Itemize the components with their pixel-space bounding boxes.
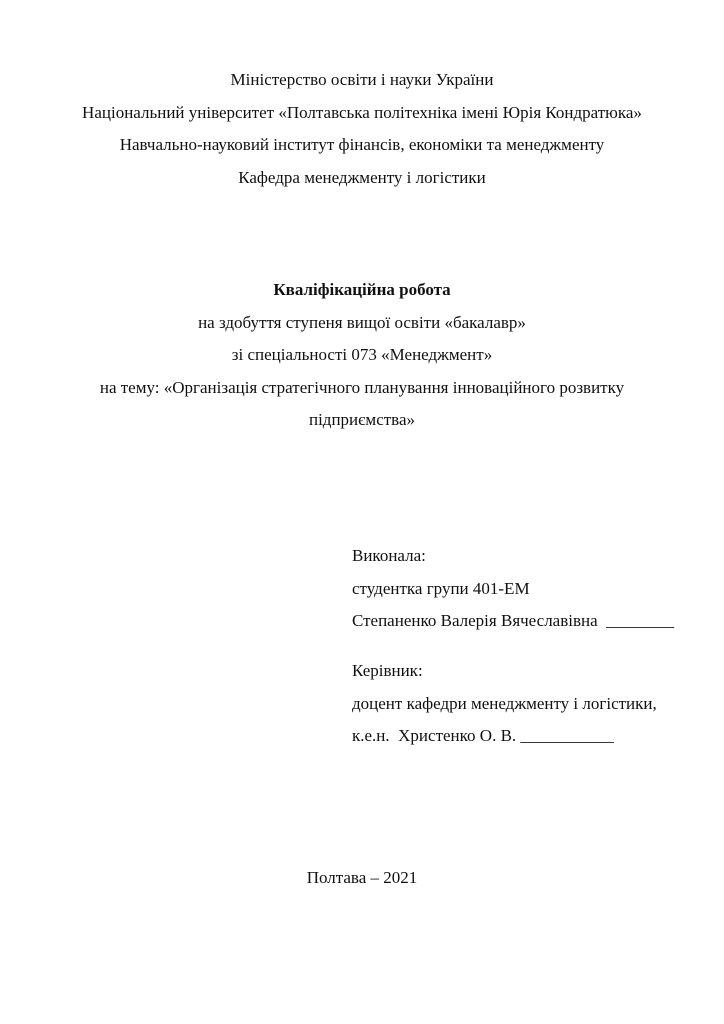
city-year-footer (0, 862, 724, 895)
supervisor-title-line: доцент кафедри менеджменту і логістики, (352, 693, 657, 713)
city-year-line: Полтава – 2021 (306, 868, 418, 887)
executor-name-line: Степаненко Валерія Вячеславівна ________ (352, 611, 675, 630)
supervisor-label: Керівник: (352, 661, 423, 680)
topic-line-2: підприємства» (308, 410, 416, 429)
executor-block (352, 540, 694, 638)
supervisor-name-line: к.е.н. Христенко О. В. ___________ (352, 726, 614, 745)
institute-line: Навчально-науковий інститут фінансів, економіки та менеджменту (119, 135, 605, 154)
work-title-heading: Кваліфікаційна робота (273, 280, 451, 299)
university-line: Національний університет «Полтавська політехніка імені Юрія Кондратюка» (82, 102, 642, 122)
department-line: Кафедра менеджменту і логістики (238, 167, 486, 187)
executor-group-line: студентка групи 401-ЕМ (352, 578, 530, 598)
supervisor-block (352, 655, 694, 753)
institution-header (40, 64, 684, 194)
topic-line-1: на тему: «Організація стратегічного планування інноваційного розвитку (99, 377, 625, 397)
executor-label: Виконала: (352, 546, 426, 565)
degree-line: на здобуття ступеня вищої освіти «бакалавр» (198, 312, 526, 332)
specialty-line: зі спеціальності 073 «Менеджмент» (231, 345, 493, 364)
ministry-line: Міністерство освіти і науки України (230, 70, 494, 89)
work-title-block (40, 274, 684, 437)
